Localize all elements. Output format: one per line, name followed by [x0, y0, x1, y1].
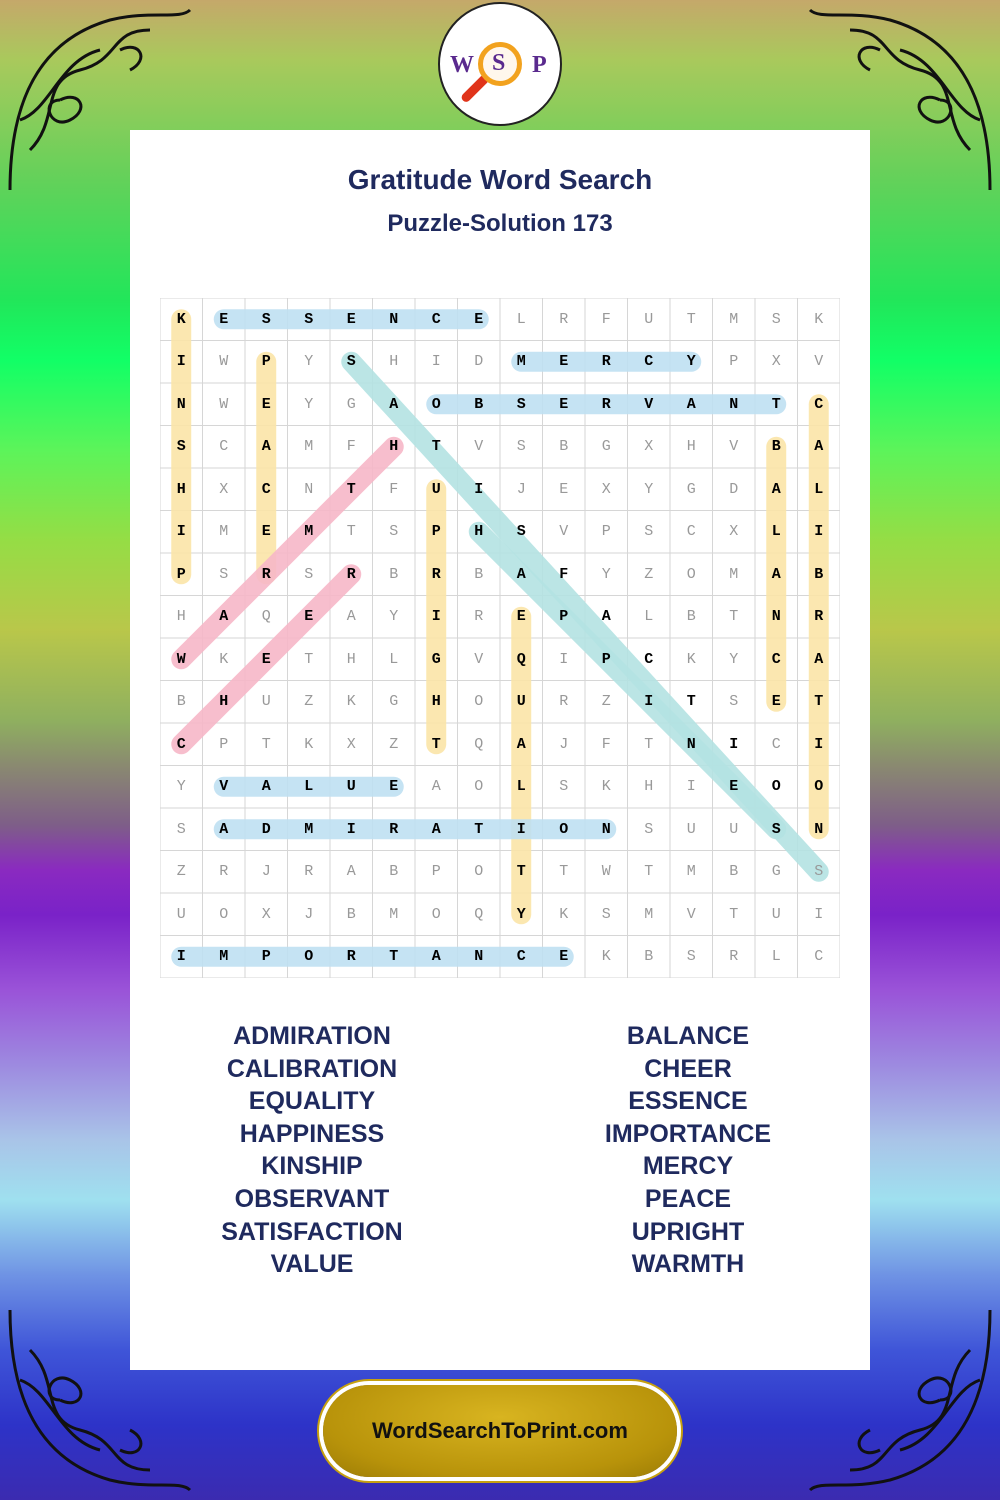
site-logo[interactable] — [438, 2, 562, 126]
grid-cell: S — [219, 565, 229, 583]
grid-cell: M — [516, 353, 526, 371]
grid-cell: G — [771, 863, 781, 881]
grid-cell: B — [771, 438, 781, 456]
grid-cell: T — [474, 820, 484, 838]
grid-cell: A — [516, 735, 526, 753]
grid-cell: C — [644, 353, 654, 371]
grid-cell: B — [559, 438, 569, 456]
grid-cell: Y — [601, 565, 611, 583]
word-list-right — [488, 1020, 888, 1281]
grid-cell: O — [559, 820, 569, 838]
grid-cell: S — [304, 565, 314, 583]
grid-cell: S — [304, 310, 314, 328]
grid-cell: E — [261, 650, 271, 668]
grid-cell: L — [304, 778, 314, 796]
grid-cell: T — [729, 905, 739, 923]
grid-cell: S — [389, 523, 399, 541]
grid-cell: S — [814, 863, 824, 881]
grid-cell: C — [516, 948, 526, 966]
word-list-item: VALUE — [270, 1250, 354, 1279]
grid-cell: I — [814, 735, 824, 753]
grid-cell: E — [559, 395, 569, 413]
grid-cell: R — [261, 565, 271, 583]
grid-cell: M — [219, 523, 229, 541]
grid-cell: U — [346, 778, 356, 796]
grid-cell: B — [176, 693, 186, 711]
word-list-item: KINSHIP — [261, 1152, 363, 1181]
grid-cell: L — [771, 523, 781, 541]
grid-cell: B — [814, 565, 824, 583]
grid-cell: I — [431, 608, 441, 626]
logo-letter-s: S — [492, 50, 506, 76]
grid-cell: I — [559, 650, 569, 668]
grid-cell: R — [389, 820, 399, 838]
grid-cell: C — [261, 480, 271, 498]
grid-cell: W — [219, 353, 229, 371]
grid-cell: O — [474, 693, 484, 711]
grid-cell: X — [261, 905, 271, 923]
grid-cell: E — [516, 608, 526, 626]
grid-cell: P — [261, 353, 271, 371]
grid-cell: I — [431, 353, 441, 371]
grid-cell: L — [516, 310, 526, 328]
grid-cell: C — [431, 310, 441, 328]
grid-cell: T — [346, 523, 356, 541]
grid-cell: L — [516, 778, 526, 796]
grid-cell: A — [431, 778, 441, 796]
grid-cell: L — [814, 480, 824, 498]
grid-cell: S — [516, 395, 526, 413]
grid-cell: C — [644, 650, 654, 668]
grid-cell: A — [601, 608, 611, 626]
grid-cell: A — [219, 608, 229, 626]
grid-cell: Q — [261, 608, 271, 626]
grid-cell: H — [176, 608, 186, 626]
grid-cell: V — [474, 650, 484, 668]
grid-cell: N — [389, 310, 399, 328]
grid-cell: I — [176, 948, 186, 966]
grid-cell: A — [771, 480, 781, 498]
grid-cell: Z — [304, 693, 314, 711]
grid-cell: R — [559, 310, 569, 328]
word-list-item: CALIBRATION — [226, 1054, 398, 1083]
grid-cell: K — [601, 948, 611, 966]
grid-cell: Y — [516, 905, 526, 923]
grid-cell: H — [644, 778, 654, 796]
grid-cell: R — [559, 693, 569, 711]
grid-cell: B — [686, 608, 696, 626]
grid-cell: T — [261, 735, 271, 753]
grid-cell: S — [644, 820, 654, 838]
grid-cell: J — [559, 735, 569, 753]
grid-cell: K — [219, 650, 229, 668]
grid-cell: D — [474, 353, 484, 371]
grid-cell: C — [176, 735, 186, 753]
grid-cell: S — [261, 310, 271, 328]
grid-cell: O — [474, 778, 484, 796]
grid-cell: J — [516, 480, 526, 498]
word-list-item: UPRIGHT — [631, 1217, 745, 1246]
grid-cell: W — [601, 863, 611, 881]
grid-cell: I — [644, 693, 654, 711]
grid-cell: R — [474, 608, 484, 626]
grid-cell: J — [304, 905, 314, 923]
grid-cell: A — [431, 820, 441, 838]
grid-cell: E — [389, 778, 399, 796]
grid-cell: V — [686, 905, 696, 923]
grid-cell: A — [814, 438, 824, 456]
grid-cell: T — [431, 735, 441, 753]
grid-cell: U — [644, 310, 654, 328]
grid-cell: T — [686, 310, 696, 328]
grid-cell: F — [601, 310, 611, 328]
grid-cell: S — [771, 310, 781, 328]
grid-cell: K — [559, 905, 569, 923]
grid-cell: I — [814, 523, 824, 541]
grid-cell: A — [814, 650, 824, 668]
grid-cell: B — [474, 565, 484, 583]
word-list-item: BALANCE — [626, 1022, 750, 1050]
grid-cell: H — [389, 353, 399, 371]
grid-cell: H — [176, 480, 186, 498]
grid-cell: Y — [729, 650, 739, 668]
grid-cell: G — [389, 693, 399, 711]
grid-cell: K — [176, 310, 186, 328]
grid-cell: U — [516, 693, 526, 711]
grid-cell: F — [601, 735, 611, 753]
grid-cell: T — [729, 608, 739, 626]
grid-cell: M — [219, 948, 229, 966]
grid-cell: O — [431, 905, 441, 923]
grid-cell: V — [729, 438, 739, 456]
grid-cell: I — [729, 735, 739, 753]
grid-cell: V — [474, 438, 484, 456]
grid-cell: E — [729, 778, 739, 796]
grid-cell: T — [771, 395, 781, 413]
grid-cell: Y — [644, 480, 654, 498]
grid-cell: P — [559, 608, 569, 626]
grid-cell: T — [304, 650, 314, 668]
grid-cell: N — [601, 820, 611, 838]
word-list-item: HAPPINESS — [239, 1119, 385, 1148]
grid-cell: N — [771, 608, 781, 626]
grid-cell: A — [346, 863, 356, 881]
grid-cell: U — [729, 820, 739, 838]
grid-cell: S — [771, 820, 781, 838]
word-list-item: PEACE — [644, 1184, 732, 1213]
grid-cell: Y — [389, 608, 399, 626]
grid-cell: G — [601, 438, 611, 456]
grid-cell: G — [346, 395, 356, 413]
grid-cell: C — [814, 395, 824, 413]
grid-cell: N — [304, 480, 314, 498]
grid-cell: R — [346, 565, 356, 583]
grid-cell: E — [261, 395, 271, 413]
page-title: Gratitude Word Search — [347, 164, 653, 195]
grid-cell: R — [729, 948, 739, 966]
grid-cell: E — [304, 608, 314, 626]
grid-cell: C — [771, 650, 781, 668]
grid-cell: D — [729, 480, 739, 498]
grid-cell: C — [771, 735, 781, 753]
grid-cell: S — [516, 523, 526, 541]
grid-cell: Y — [304, 395, 314, 413]
grid-cell: V — [644, 395, 654, 413]
grid-cell: C — [814, 948, 824, 966]
grid-cell: Z — [644, 565, 654, 583]
grid-cell: W — [176, 650, 186, 668]
grid-cell: B — [474, 395, 484, 413]
grid-cell: T — [644, 735, 654, 753]
grid-cell: Q — [474, 735, 484, 753]
grid-cell: B — [346, 905, 356, 923]
grid-cell: X — [346, 735, 356, 753]
grid-cell: V — [559, 523, 569, 541]
grid-cell: Q — [516, 650, 526, 668]
grid-cell: M — [729, 565, 739, 583]
grid-cell: U — [431, 480, 441, 498]
grid-cell: M — [304, 438, 314, 456]
grid-cell: L — [644, 608, 654, 626]
grid-cell: N — [729, 395, 739, 413]
grid-cell: E — [346, 310, 356, 328]
grid-cell: A — [389, 395, 399, 413]
grid-cell: T — [346, 480, 356, 498]
grid-cell: F — [346, 438, 356, 456]
grid-cell: O — [304, 948, 314, 966]
grid-cell: S — [729, 693, 739, 711]
grid-cell: H — [346, 650, 356, 668]
grid-cell: P — [176, 565, 186, 583]
word-list-item: MERCY — [642, 1152, 734, 1181]
grid-cell: E — [261, 523, 271, 541]
grid-cell: U — [771, 905, 781, 923]
grid-cell: Y — [304, 353, 314, 371]
word-list-left — [112, 1020, 512, 1281]
grid-cell: E — [771, 693, 781, 711]
grid-cell: M — [304, 820, 314, 838]
grid-cell: B — [644, 948, 654, 966]
grid-cell: T — [559, 863, 569, 881]
grid-cell: H — [219, 693, 229, 711]
grid-cell: R — [431, 565, 441, 583]
grid-cell: N — [176, 395, 186, 413]
grid-cell: H — [389, 438, 399, 456]
grid-cell: R — [601, 395, 611, 413]
grid-cell: L — [771, 948, 781, 966]
grid-cell: R — [814, 608, 824, 626]
grid-cell: T — [389, 948, 399, 966]
grid-cell: X — [644, 438, 654, 456]
grid-cell: I — [176, 353, 186, 371]
grid-cell: L — [389, 650, 399, 668]
grid-cell: X — [729, 523, 739, 541]
grid-cell: N — [686, 735, 696, 753]
word-list-item: OBSERVANT — [234, 1184, 390, 1213]
grid-cell: P — [601, 650, 611, 668]
grid-cell: K — [814, 310, 824, 328]
grid-cell: I — [516, 820, 526, 838]
grid-cell: P — [431, 523, 441, 541]
logo-letter-p: P — [532, 52, 547, 78]
grid-cell: S — [176, 820, 186, 838]
grid-cell: P — [729, 353, 739, 371]
grid-cell: N — [474, 948, 484, 966]
grid-cell: I — [814, 905, 824, 923]
grid-cell: Y — [176, 778, 186, 796]
grid-cell: S — [601, 905, 611, 923]
website-link-button[interactable]: WordSearchToPrint.com — [323, 1385, 677, 1477]
grid-cell: X — [601, 480, 611, 498]
page-subtitle: Puzzle-Solution 173 — [387, 210, 613, 237]
word-list-item: EQUALITY — [248, 1087, 376, 1116]
grid-cell: I — [474, 480, 484, 498]
word-list-item: ADMIRATION — [233, 1022, 391, 1050]
grid-cell: U — [176, 905, 186, 923]
grid-cell: H — [431, 693, 441, 711]
grid-cell: E — [559, 948, 569, 966]
grid-cell: T — [644, 863, 654, 881]
grid-cell: M — [389, 905, 399, 923]
word-search-grid — [160, 298, 840, 978]
grid-cell: Z — [389, 735, 399, 753]
grid-cell: K — [304, 735, 314, 753]
grid-cell: E — [559, 353, 569, 371]
grid-cell: E — [219, 310, 229, 328]
grid-cell: E — [474, 310, 484, 328]
grid-cell: W — [219, 395, 229, 413]
grid-cell: I — [176, 523, 186, 541]
grid-cell: Z — [176, 863, 186, 881]
grid-cell: R — [304, 863, 314, 881]
grid-cell: M — [729, 310, 739, 328]
grid-cell: O — [431, 395, 441, 413]
grid-cell: V — [814, 353, 824, 371]
word-list-item: ESSENCE — [628, 1087, 748, 1116]
grid-cell: C — [219, 438, 229, 456]
grid-cell: U — [686, 820, 696, 838]
grid-cell: Q — [474, 905, 484, 923]
grid-cell: K — [686, 650, 696, 668]
logo-letter-w: W — [450, 52, 474, 78]
grid-cell: B — [389, 565, 399, 583]
grid-cell: B — [389, 863, 399, 881]
grid-cell: G — [686, 480, 696, 498]
grid-cell: O — [686, 565, 696, 583]
grid-cell: O — [814, 778, 824, 796]
grid-cell: E — [559, 480, 569, 498]
grid-cell: K — [601, 778, 611, 796]
grid-cell: P — [601, 523, 611, 541]
grid-cell: A — [516, 565, 526, 583]
grid-cell: R — [601, 353, 611, 371]
grid-cell: P — [261, 948, 271, 966]
grid-cell: O — [219, 905, 229, 923]
grid-cell: I — [346, 820, 356, 838]
grid-cell: A — [771, 565, 781, 583]
grid-cell: H — [686, 438, 696, 456]
grid-cell: M — [644, 905, 654, 923]
grid-cell: S — [559, 778, 569, 796]
grid-cell: F — [389, 480, 399, 498]
word-list-item: WARMTH — [631, 1250, 745, 1279]
grid-cell: N — [814, 820, 824, 838]
word-list-item: IMPORTANCE — [604, 1119, 772, 1148]
grid-cell: X — [771, 353, 781, 371]
grid-cell: O — [474, 863, 484, 881]
grid-cell: K — [346, 693, 356, 711]
grid-cell: S — [686, 948, 696, 966]
grid-cell: S — [516, 438, 526, 456]
grid-cell: R — [219, 863, 229, 881]
grid-cell: S — [346, 353, 356, 371]
grid-cell: A — [346, 608, 356, 626]
grid-cell: S — [644, 523, 654, 541]
grid-cell: C — [686, 523, 696, 541]
grid-cell: X — [219, 480, 229, 498]
grid-cell: A — [686, 395, 696, 413]
grid-cell: G — [431, 650, 441, 668]
grid-cell: O — [771, 778, 781, 796]
grid-cell: J — [261, 863, 271, 881]
grid-cell: U — [261, 693, 271, 711]
grid-cell: A — [431, 948, 441, 966]
grid-cell: T — [686, 693, 696, 711]
grid-cell: S — [176, 438, 186, 456]
grid-cell: Z — [601, 693, 611, 711]
word-list-item: SATISFACTION — [221, 1217, 403, 1246]
grid-cell: Y — [686, 353, 696, 371]
grid-cell: P — [219, 735, 229, 753]
grid-cell: F — [559, 565, 569, 583]
grid-cell: V — [219, 778, 229, 796]
grid-cell: D — [261, 820, 271, 838]
grid-cell: A — [219, 820, 229, 838]
grid-cell: P — [431, 863, 441, 881]
grid-cell: B — [729, 863, 739, 881]
grid-cell: R — [346, 948, 356, 966]
grid-cell: T — [814, 693, 824, 711]
word-list-item: CHEER — [644, 1054, 732, 1083]
grid-cell: M — [686, 863, 696, 881]
grid-cell: T — [431, 438, 441, 456]
grid-cell: A — [261, 778, 271, 796]
grid-cell: I — [686, 778, 696, 796]
grid-cell: T — [516, 863, 526, 881]
grid-cell: M — [304, 523, 314, 541]
grid-cell: H — [474, 523, 484, 541]
grid-cell: A — [261, 438, 271, 456]
